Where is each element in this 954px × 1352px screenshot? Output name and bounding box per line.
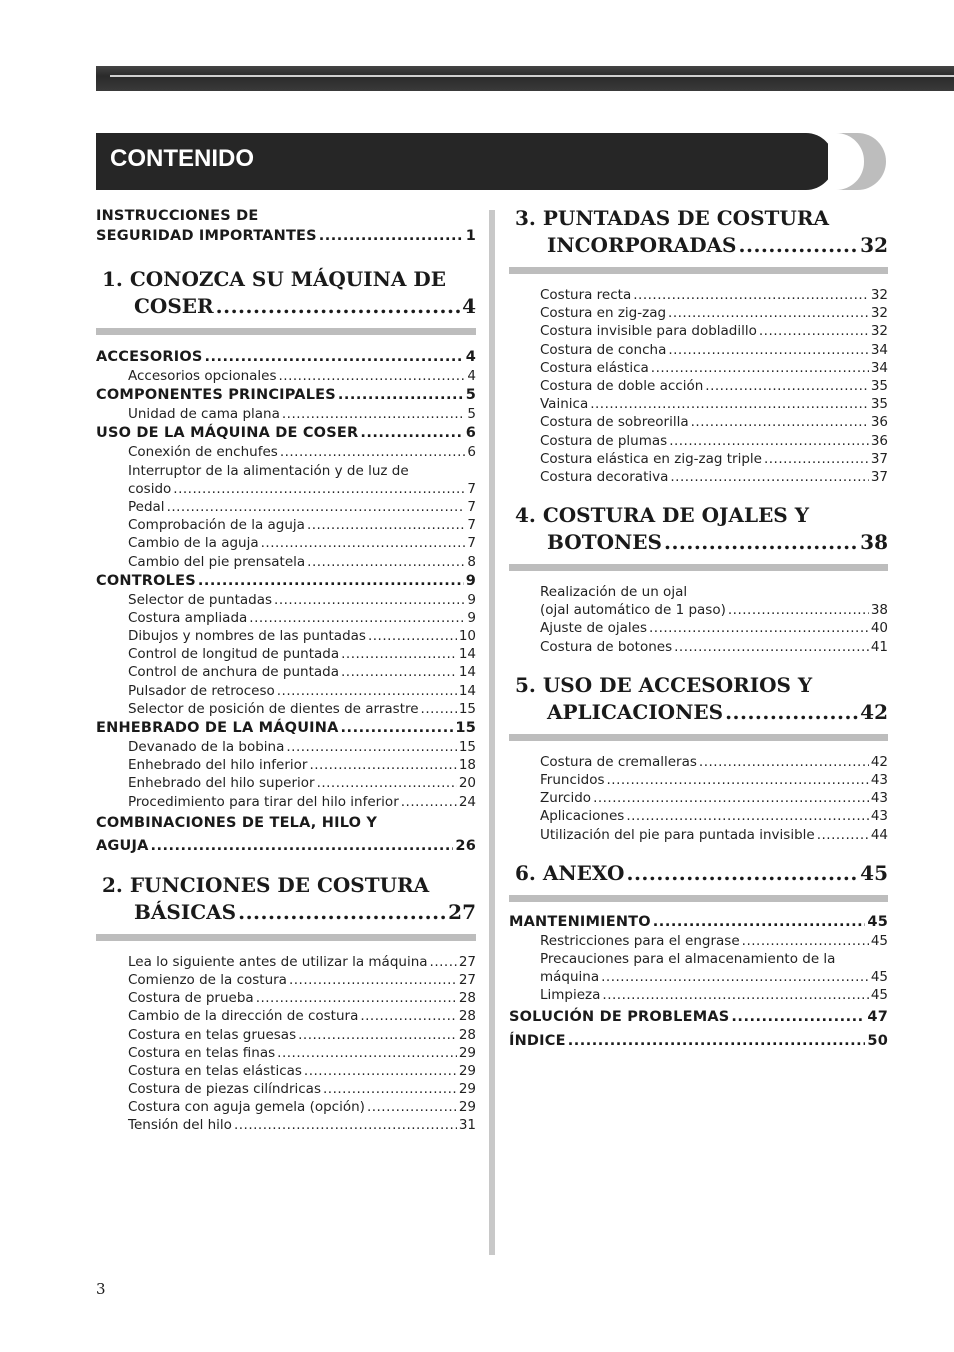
toc-entry[interactable]: máquina ..... 45	[509, 968, 888, 986]
toc-entry[interactable]: Comienzo de la costura ..... 27	[96, 971, 476, 989]
toc-entry-line1[interactable]: Interruptor de la alimentación y de luz de	[128, 462, 409, 479]
toc-entry[interactable]: Costura elástica ..... 34	[509, 359, 888, 377]
toc-entry[interactable]: Costura invisible para dobladillo ..... 32	[509, 322, 888, 340]
page-number: 3	[96, 1280, 106, 1298]
toc-entry[interactable]: Selector de posición de dientes de arrastre ..... 15	[96, 700, 476, 718]
toc-section-6[interactable]: 6. ANEXO ..... 45	[509, 860, 888, 902]
toc-entry[interactable]: Enhebrado del hilo inferior ..... 18	[96, 756, 476, 774]
toc-section-2-items	[96, 953, 476, 1135]
toc-entry[interactable]: Costura ampliada ..... 9	[96, 609, 476, 627]
toc-entry-line1[interactable]: Realización de un ojal	[540, 584, 688, 601]
toc-entry[interactable]: Cambio del pie prensatela ..... 8	[96, 553, 476, 571]
toc-entry[interactable]: Tensión del hilo ..... 31	[96, 1116, 476, 1134]
toc-section-3-items	[509, 286, 888, 486]
toc-entry[interactable]: Dibujos y nombres de las puntadas ..... 10	[96, 627, 476, 645]
toc-entry[interactable]: Fruncidos ..... 43	[509, 771, 888, 789]
toc-entry[interactable]: Costura decorativa ..... 37	[509, 468, 888, 486]
toc-section-4[interactable]: 4. COSTURA DE OJALES Y BOTONES ..... 38	[509, 502, 888, 571]
toc-entry[interactable]: Costura en telas finas ..... 29	[96, 1044, 476, 1062]
toc-entry[interactable]: Procedimiento para tirar del hilo inferior ..... 24	[96, 793, 476, 811]
toc-section-6-items	[509, 912, 888, 1051]
toc-section-1[interactable]: 1. CONOZCA SU MÁQUINA DE COSER ..... 4	[96, 266, 476, 335]
toc-entry[interactable]: Cambio de la dirección de costura ..... 28	[96, 1007, 476, 1025]
toc-entry[interactable]: ACCESORIOS ..... 4	[96, 347, 476, 367]
toc-entry[interactable]: Pulsador de retroceso ..... 14	[96, 682, 476, 700]
toc-entry[interactable]: COMPONENTES PRINCIPALES ..... 5	[96, 385, 476, 405]
toc-entry[interactable]: Comprobación de la aguja ..... 7	[96, 516, 476, 534]
section-rule	[96, 328, 476, 335]
header-bar-line	[110, 75, 954, 77]
toc-entry[interactable]: Costura en telas gruesas ..... 28	[96, 1026, 476, 1044]
toc-entry[interactable]: Limpieza ..... 45	[509, 986, 888, 1004]
toc-section-5[interactable]: 5. USO DE ACCESORIOS Y APLICACIONES ..... 42	[509, 672, 888, 741]
toc-entry[interactable]: (ojal automático de 1 paso) ..... 38	[509, 601, 888, 619]
column-divider	[489, 210, 495, 1255]
toc-right-column	[509, 205, 888, 1051]
header-bar	[96, 66, 954, 91]
toc-entry[interactable]: Cambio de la aguja ..... 7	[96, 534, 476, 552]
toc-intro[interactable]: INSTRUCCIONES DE SEGURIDAD IMPORTANTES ..... 1	[96, 206, 476, 246]
toc-section-5-items	[509, 753, 888, 844]
toc-entry[interactable]: Costura elástica en zig-zag triple ..... 37	[509, 450, 888, 468]
toc-entry[interactable]: Costura con aguja gemela (opción) ..... 29	[96, 1098, 476, 1116]
toc-entry[interactable]: USO DE LA MÁQUINA DE COSER ..... 6	[96, 423, 476, 443]
toc-entry[interactable]: Costura de sobreorilla ..... 36	[509, 413, 888, 431]
title-banner	[96, 133, 834, 190]
section-rule	[509, 734, 888, 741]
toc-entry[interactable]: Costura de doble acción ..... 35	[509, 377, 888, 395]
toc-entry[interactable]: Unidad de cama plana ..... 5	[96, 405, 476, 423]
toc-entry[interactable]: Costura de cremalleras ..... 42	[509, 753, 888, 771]
toc-entry[interactable]: Ajuste de ojales ..... 40	[509, 619, 888, 637]
toc-section-2[interactable]: 2. FUNCIONES DE COSTURA BÁSICAS ..... 27	[96, 872, 476, 941]
banner-ring-decoration	[828, 133, 886, 190]
section-rule	[96, 934, 476, 941]
section-rule	[509, 564, 888, 571]
toc-section-1-items	[96, 347, 476, 856]
toc-entry[interactable]: ENHEBRADO DE LA MÁQUINA ..... 15	[96, 718, 476, 738]
toc-entry[interactable]: Costura de prueba ..... 28	[96, 989, 476, 1007]
toc-entry[interactable]: Selector de puntadas ..... 9	[96, 591, 476, 609]
toc-entry[interactable]: Pedal ..... 7	[96, 498, 476, 516]
toc-entry[interactable]: Conexión de enchufes ..... 6	[96, 443, 476, 461]
section-rule	[509, 267, 888, 274]
toc-entry[interactable]: CONTROLES ..... 9	[96, 571, 476, 591]
toc-entry[interactable]: Costura de piezas cilíndricas ..... 29	[96, 1080, 476, 1098]
toc-entry[interactable]: Costura de plumas ..... 36	[509, 432, 888, 450]
toc-section-4-items	[509, 583, 888, 656]
toc-entry[interactable]: Control de anchura de puntada ..... 14	[96, 663, 476, 681]
toc-entry[interactable]: Accesorios opcionales ..... 4	[96, 367, 476, 385]
toc-entry[interactable]: Costura de concha ..... 34	[509, 341, 888, 359]
toc-entry[interactable]: Zurcido ..... 43	[509, 789, 888, 807]
toc-left-column	[96, 205, 476, 1135]
toc-entry[interactable]: MANTENIMIENTO ..... 45	[509, 912, 888, 932]
toc-entry[interactable]: Utilización del pie para puntada invisible ..... 44	[509, 826, 888, 844]
toc-section-3[interactable]: 3. PUNTADAS DE COSTURA INCORPORADAS ..... 32	[509, 205, 888, 274]
toc-entry[interactable]: Control de longitud de puntada ..... 14	[96, 645, 476, 663]
toc-entry[interactable]: ÍNDICE ..... 50	[509, 1031, 888, 1051]
toc-entry[interactable]: AGUJA ..... 26	[96, 836, 476, 856]
toc-entry[interactable]: Enhebrado del hilo superior ..... 20	[96, 774, 476, 792]
toc-entry[interactable]: Restricciones para el engrase ..... 45	[509, 932, 888, 950]
page-title: CONTENIDO	[110, 145, 254, 172]
toc-entry[interactable]: Costura en telas elásticas ..... 29	[96, 1062, 476, 1080]
toc-entry[interactable]: cosido ..... 7	[96, 480, 476, 498]
toc-entry[interactable]: Costura de botones ..... 41	[509, 638, 888, 656]
toc-entry-line1[interactable]: Precauciones para el almacenamiento de la	[540, 950, 836, 967]
toc-entry-line1[interactable]: COMBINACIONES DE TELA, HILO Y	[96, 814, 378, 831]
section-rule	[509, 895, 888, 902]
toc-entry[interactable]: Vainica ..... 35	[509, 395, 888, 413]
toc-entry[interactable]: Costura en zig-zag ..... 32	[509, 304, 888, 322]
toc-entry[interactable]: Aplicaciones ..... 43	[509, 807, 888, 825]
toc-entry[interactable]: SOLUCIÓN DE PROBLEMAS ..... 47	[509, 1007, 888, 1027]
toc-entry[interactable]: Costura recta ..... 32	[509, 286, 888, 304]
toc-entry[interactable]: Devanado de la bobina ..... 15	[96, 738, 476, 756]
toc-entry[interactable]: Lea lo siguiente antes de utilizar la máquina ..... 27	[96, 953, 476, 971]
